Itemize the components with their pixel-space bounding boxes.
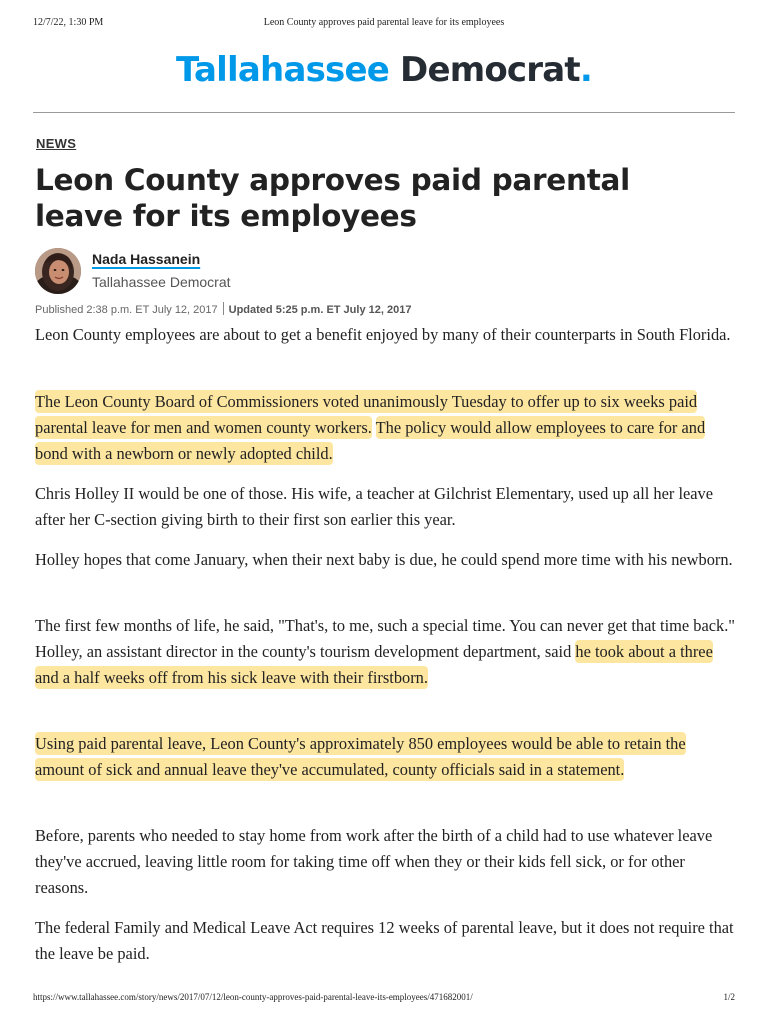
article-paragraph xyxy=(35,613,735,691)
print-url: https://www.tallahassee.com/story/news/2017/07/12/leon-county-approves-paid-parental-leave-its-employees/471682001/ xyxy=(33,992,473,1002)
updated-time: Updated 5:25 p.m. ET July 12, 2017 xyxy=(228,304,412,316)
timestamp-divider xyxy=(223,302,224,315)
article-paragraph xyxy=(35,547,735,573)
article-headline: Leon County approves paid parental leave for its employees xyxy=(35,163,630,233)
masthead-paper: Democrat xyxy=(400,50,580,90)
paragraph-text: Before, parents who needed to stay home from work after the birth of a child had to use whatever leave they've accrued, leaving little room for taking time off when they or their kids fell sick, or for other reasons. xyxy=(35,826,713,897)
highlighted-text: he took about a three and a half weeks off from his sick leave with their firstborn. xyxy=(35,642,713,687)
highlighted-text: The policy would allow employees to care for and bond with a newborn or newly adopted child. xyxy=(35,418,706,463)
print-header xyxy=(33,17,735,31)
author-avatar[interactable] xyxy=(35,248,81,294)
section-link-news[interactable]: NEWS xyxy=(36,136,77,151)
paragraph-text: The first few months of life, he said, "That's, to me, such a special time. You can never get that time back." Holley, an assistant director in the county's tourism development department, said xyxy=(35,616,736,661)
article-paragraph xyxy=(35,731,735,783)
highlighted-text: Using paid parental leave, Leon County's approximately 850 employees would be able to retain the amount of sick and annual leave they've accumulated, county officials said in a statement. xyxy=(35,734,686,779)
article-paragraph xyxy=(35,823,735,901)
paragraph-text: Chris Holley II would be one of those. His wife, a teacher at Gilchrist Elementary, used up all her leave after her C-section giving birth to their first son earlier this year. xyxy=(35,484,714,529)
highlighted-text: The Leon County Board of Commissioners voted unanimously Tuesday to offer up to six weeks paid parental leave for men and women county workers. xyxy=(35,392,698,437)
article-paragraph xyxy=(35,915,735,967)
article-paragraph xyxy=(35,481,735,533)
masthead-city: Tallahassee xyxy=(176,50,389,90)
print-page-number: 1/2 xyxy=(723,992,735,1002)
masthead-dot: . xyxy=(579,50,592,90)
masthead-logo[interactable] xyxy=(0,48,768,92)
paragraph-text: Holley hopes that come January, when their next baby is due, he could spend more time with his newborn. xyxy=(35,550,733,569)
paragraph-text: The federal Family and Medical Leave Act requires 12 weeks of parental leave, but it does not require that the leave be paid. xyxy=(35,918,734,963)
print-document-title: Leon County approves paid parental leave for its employees xyxy=(263,17,505,28)
paragraph-text: Leon County employees are about to get a benefit enjoyed by many of their counterparts in South Florida. xyxy=(35,325,731,344)
masthead-divider xyxy=(33,112,735,113)
published-time: Published 2:38 p.m. ET July 12, 2017 xyxy=(35,304,218,316)
author-organization: Tallahassee Democrat xyxy=(92,274,231,290)
article-paragraph xyxy=(35,389,735,467)
print-datetime: 12/7/22, 1:30 PM xyxy=(33,17,104,28)
author-name-link[interactable]: Nada Hassanein xyxy=(92,251,201,267)
article-timestamps xyxy=(35,302,411,316)
article-paragraph xyxy=(35,322,735,348)
print-footer xyxy=(33,992,735,1006)
